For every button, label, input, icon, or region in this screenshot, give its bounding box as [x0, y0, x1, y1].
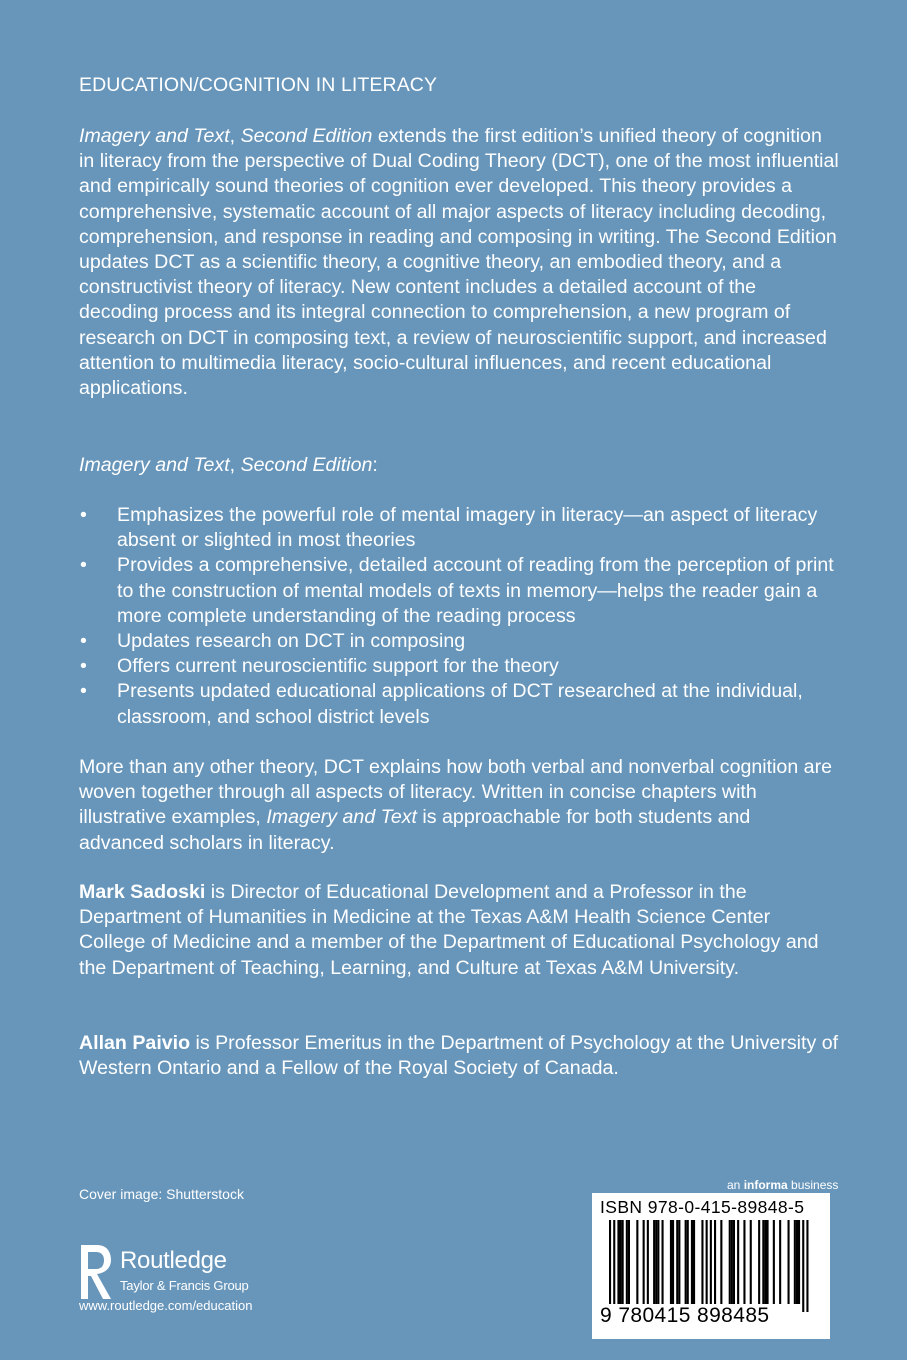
barcode-bar — [701, 1220, 703, 1304]
barcode-bar — [655, 1220, 657, 1304]
book-title: Imagery and Text — [79, 125, 230, 147]
barcode-bar — [802, 1220, 804, 1312]
isbn-barcode — [592, 1193, 830, 1339]
barcode-bar — [798, 1220, 800, 1304]
barcode-bar — [609, 1220, 611, 1312]
barcode-bar — [720, 1220, 722, 1304]
barcode-bar — [733, 1220, 735, 1304]
bullet-icon: • — [80, 554, 87, 577]
barcode-bar — [678, 1220, 680, 1304]
isbn-label: ISBN 978-0-415-89848-5 — [600, 1197, 805, 1217]
book-description: Imagery and Text, Second Edition extends the first edition’s unified theory of cognition in literacy from the perspective of Dual Coding Theory (DCT), one of the most influential and empirically sound theories of cognition ever developed. This theory provides a comprehensive, systematic account of all major aspects of literacy including decoding, comprehension, and response in reading and composing in writing. The Second Edition updates DCT as a scientific theory, a cognitive theory, an embodied theory, and a constructivist theory of literacy. New content includes a detailed account of the decoding process and its integral connection to comprehension, a new program of research on DCT in composing text, a review of neuroscientific support, and increased attention to multimedia literacy, socio-cultural influences, and recent educational applications. — [79, 125, 839, 400]
barcode-bar — [676, 1220, 678, 1304]
barcode-bar — [670, 1220, 672, 1304]
barcode-bar — [750, 1220, 752, 1304]
barcode-bar — [636, 1220, 638, 1304]
barcode-bar — [796, 1220, 798, 1304]
barcode-bar — [672, 1220, 674, 1304]
barcode-bar — [788, 1220, 790, 1304]
barcode-bar — [729, 1220, 731, 1304]
barcode-bar — [657, 1220, 659, 1304]
cover-credit: Cover image: Shutterstock — [79, 1186, 244, 1202]
barcode-bar — [693, 1220, 695, 1304]
bullet-icon: • — [80, 655, 87, 678]
bullet-icon: • — [80, 504, 87, 526]
barcode-bar — [737, 1220, 739, 1304]
book-edition: Second Edition — [240, 125, 373, 147]
barcode-bar — [617, 1220, 619, 1304]
publisher-group: Taylor & Francis Group — [120, 1278, 249, 1293]
barcode-bar — [687, 1220, 689, 1304]
publisher-name: Routledge — [120, 1247, 227, 1274]
description-body: extends the first edition’s unified theory of cognition in literacy from the perspective of Dual Coding Theory (DCT), one of the most influential and empirically sound theories of cognition ever developed. This theory provides a comprehensive, systematic account of all major aspects of literacy including decoding, comprehension, and response in reading and composing in writing. The Second Edition updates DCT as a scientific theory, a cognitive theory, an embodied theory, and a constructivist theory of literacy. New content includes a detailed account of the decoding process and its integral connection to comprehension, a new program of research on DCT in composing text, a review of neuroscientific support, and increased attention to multimedia literacy, socio-cultural influences, and recent educational applications. — [79, 125, 839, 400]
barcode-bar — [731, 1220, 733, 1304]
subject-category: EDUCATION/COGNITION IN LITERACY — [79, 74, 438, 96]
isbn-digits: 9 780415 898485 — [600, 1304, 770, 1327]
feature-item: • Updates research on DCT in composing — [79, 629, 839, 654]
barcode-bar — [773, 1220, 775, 1304]
barcode-bar — [647, 1220, 649, 1304]
feature-item: • Offers current neuroscientific support for the theory — [79, 654, 839, 679]
feature-item: • Presents updated educational applications of DCT researched at the individual, classroom, and school district levels — [80, 680, 803, 728]
barcode-bar — [706, 1220, 708, 1312]
barcode-bar — [685, 1220, 687, 1304]
barcode-bar — [710, 1220, 712, 1312]
barcode-bar — [758, 1220, 760, 1304]
barcode-bar — [620, 1220, 622, 1304]
bullet-icon: • — [80, 680, 87, 703]
barcode-bar — [714, 1220, 716, 1304]
feature-list — [79, 503, 839, 730]
barcode-bar — [628, 1220, 630, 1304]
barcode-bar — [779, 1220, 781, 1304]
barcode-bar — [762, 1220, 764, 1304]
author-bio: Allan Paivio is Professor Emeritus in the Department of Psychology at the University of Western Ontario and a Fellow of the Royal Society of Canada. — [79, 1032, 839, 1080]
summary-paragraph: More than any other theory, DCT explains how both verbal and nonverbal cognition are woven together through all aspects of literacy. Written in concise chapters with illustrative examples, Imagery and Text is approachable for both students and advanced scholars in literacy. — [79, 756, 832, 854]
features-intro: Imagery and Text, Second Edition: — [79, 454, 378, 476]
bullet-icon: • — [80, 630, 87, 653]
barcode-bar — [662, 1220, 664, 1304]
author-name: Allan Paivio — [79, 1032, 191, 1054]
barcode-bar — [653, 1220, 655, 1304]
feature-item: • Emphasizes the powerful role of mental imagery in literacy—an aspect of literacy absent or slighted in most theories — [80, 504, 818, 552]
barcode-bar — [794, 1220, 796, 1304]
feature-item: • Provides a comprehensive, detailed account of reading from the perception of print to the construction of mental models of texts in memory—helps the reader gain a more complete understanding of the reading process — [80, 554, 834, 627]
barcode-bar — [691, 1220, 693, 1304]
author-bio: Mark Sadoski is Director of Educational Development and a Professor in the Department of Humanities in Medicine at the Texas A&M Health Science Center College of Medicine and a member of the Department of Educational Psychology and the Department of Teaching, Learning, and Culture at Texas A&M University. — [79, 881, 819, 979]
barcode-bar — [613, 1220, 615, 1312]
barcode-bar — [806, 1220, 808, 1312]
barcode-bars — [597, 1220, 825, 1312]
barcode-bar — [743, 1220, 745, 1304]
routledge-r-icon — [79, 1243, 113, 1301]
barcode-bar — [626, 1220, 628, 1304]
barcode-bar — [767, 1220, 769, 1304]
barcode-bar — [764, 1220, 766, 1304]
author-name: Mark Sadoski — [79, 881, 206, 903]
barcode-bar — [622, 1220, 624, 1304]
publisher-url[interactable]: www.routledge.com/education — [79, 1298, 253, 1313]
barcode-bar — [643, 1220, 645, 1304]
informa-tagline: an informa business — [727, 1178, 839, 1192]
